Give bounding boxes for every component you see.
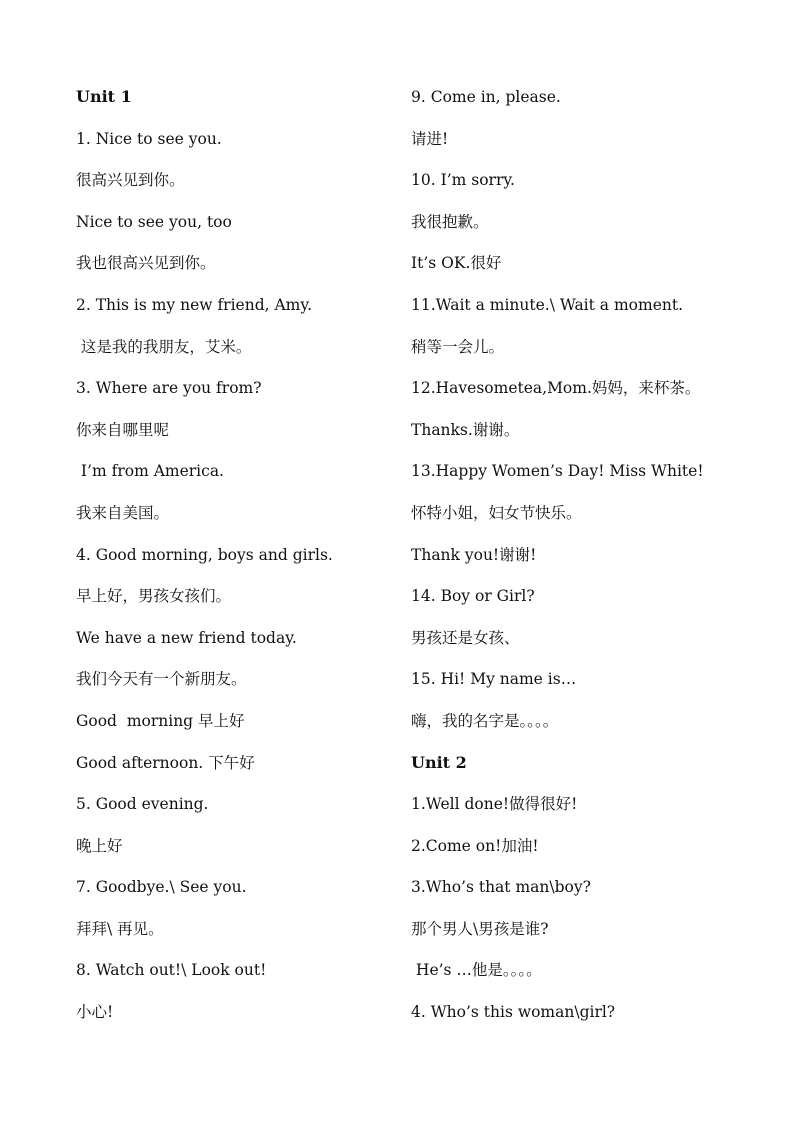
text-line: 15. Hi! My name is… <box>411 670 577 689</box>
text-line: 小心! <box>76 1003 114 1022</box>
text-line: 男孩还是女孩、 <box>411 628 520 647</box>
text-line: 请进! <box>411 129 449 148</box>
text-line: 14. Boy or Girl? <box>411 587 535 606</box>
text-line: 11.Wait a minute.\ Wait a moment. <box>411 295 683 314</box>
text-line: 怀特小姐，妇女节快乐。 <box>411 503 582 522</box>
text-line: 3.Who’s that man\boy? <box>411 878 591 897</box>
text-line: 1.Well done!做得很好! <box>411 795 578 814</box>
unit-heading: Unit 1 <box>76 87 132 106</box>
text-line: 拜拜\ 再见。 <box>76 919 164 938</box>
text-line: I’m from America. <box>76 462 224 481</box>
text-line: 12.Havesometea,Mom.妈妈，来杯茶。 <box>411 379 701 398</box>
text-line: 8. Watch out!\ Look out! <box>76 961 267 980</box>
text-line: 我们今天有一个新朋友。 <box>76 670 247 689</box>
text-line: 你来自哪里呢 <box>76 420 170 439</box>
text-line: 我也很高兴见到你。 <box>76 254 216 273</box>
text-line: 早上好，男孩女孩们。 <box>76 587 232 606</box>
text-line: 我很抱歉。 <box>411 212 489 231</box>
text-line: 9. Come in, please. <box>411 88 561 106</box>
text-line: Good morning 早上好 <box>76 711 245 730</box>
text-line: 稍等一会儿。 <box>411 337 505 356</box>
text-line: 3. Where are you from? <box>76 379 262 398</box>
text-line: 4. Good morning, boys and girls. <box>76 545 333 564</box>
text-line: It’s OK.很好 <box>411 254 502 273</box>
text-line: 10. I’m sorry. <box>411 171 515 190</box>
text-line: 5. Good evening. <box>76 795 209 814</box>
left-column <box>76 79 406 1036</box>
text-line: 晚上好 <box>76 836 123 855</box>
text-line: 1. Nice to see you. <box>76 129 222 148</box>
text-line: Good afternoon. 下午好 <box>76 753 255 772</box>
text-line: 那个男人\男孩是谁? <box>411 919 549 938</box>
text-line: 2. This is my new friend, Amy. <box>76 295 312 314</box>
right-column <box>411 79 741 1036</box>
text-line: Nice to see you, too <box>76 212 232 231</box>
text-line: We have a new friend today. <box>76 628 297 647</box>
text-line: 4. Who’s this woman\girl? <box>411 1003 616 1022</box>
text-line: 13.Happy Women’s Day! Miss White! <box>411 462 704 481</box>
text-line: 7. Goodbye.\ See you. <box>76 878 247 897</box>
text-line: 2.Come on!加油! <box>411 836 539 855</box>
text-line: Thank you!谢谢! <box>411 545 537 564</box>
text-line: Thanks.谢谢。 <box>411 420 520 439</box>
text-line: 我来自美国。 <box>76 503 170 522</box>
text-line: 很高兴见到你。 <box>76 171 185 190</box>
text-line: 嗨，我的名字是。。。。 <box>411 711 559 730</box>
text-line: 这是我的我朋友，艾米。 <box>76 337 252 356</box>
unit-heading: Unit 2 <box>411 752 467 772</box>
text-line: He’s …他是。。。。 <box>411 961 542 980</box>
